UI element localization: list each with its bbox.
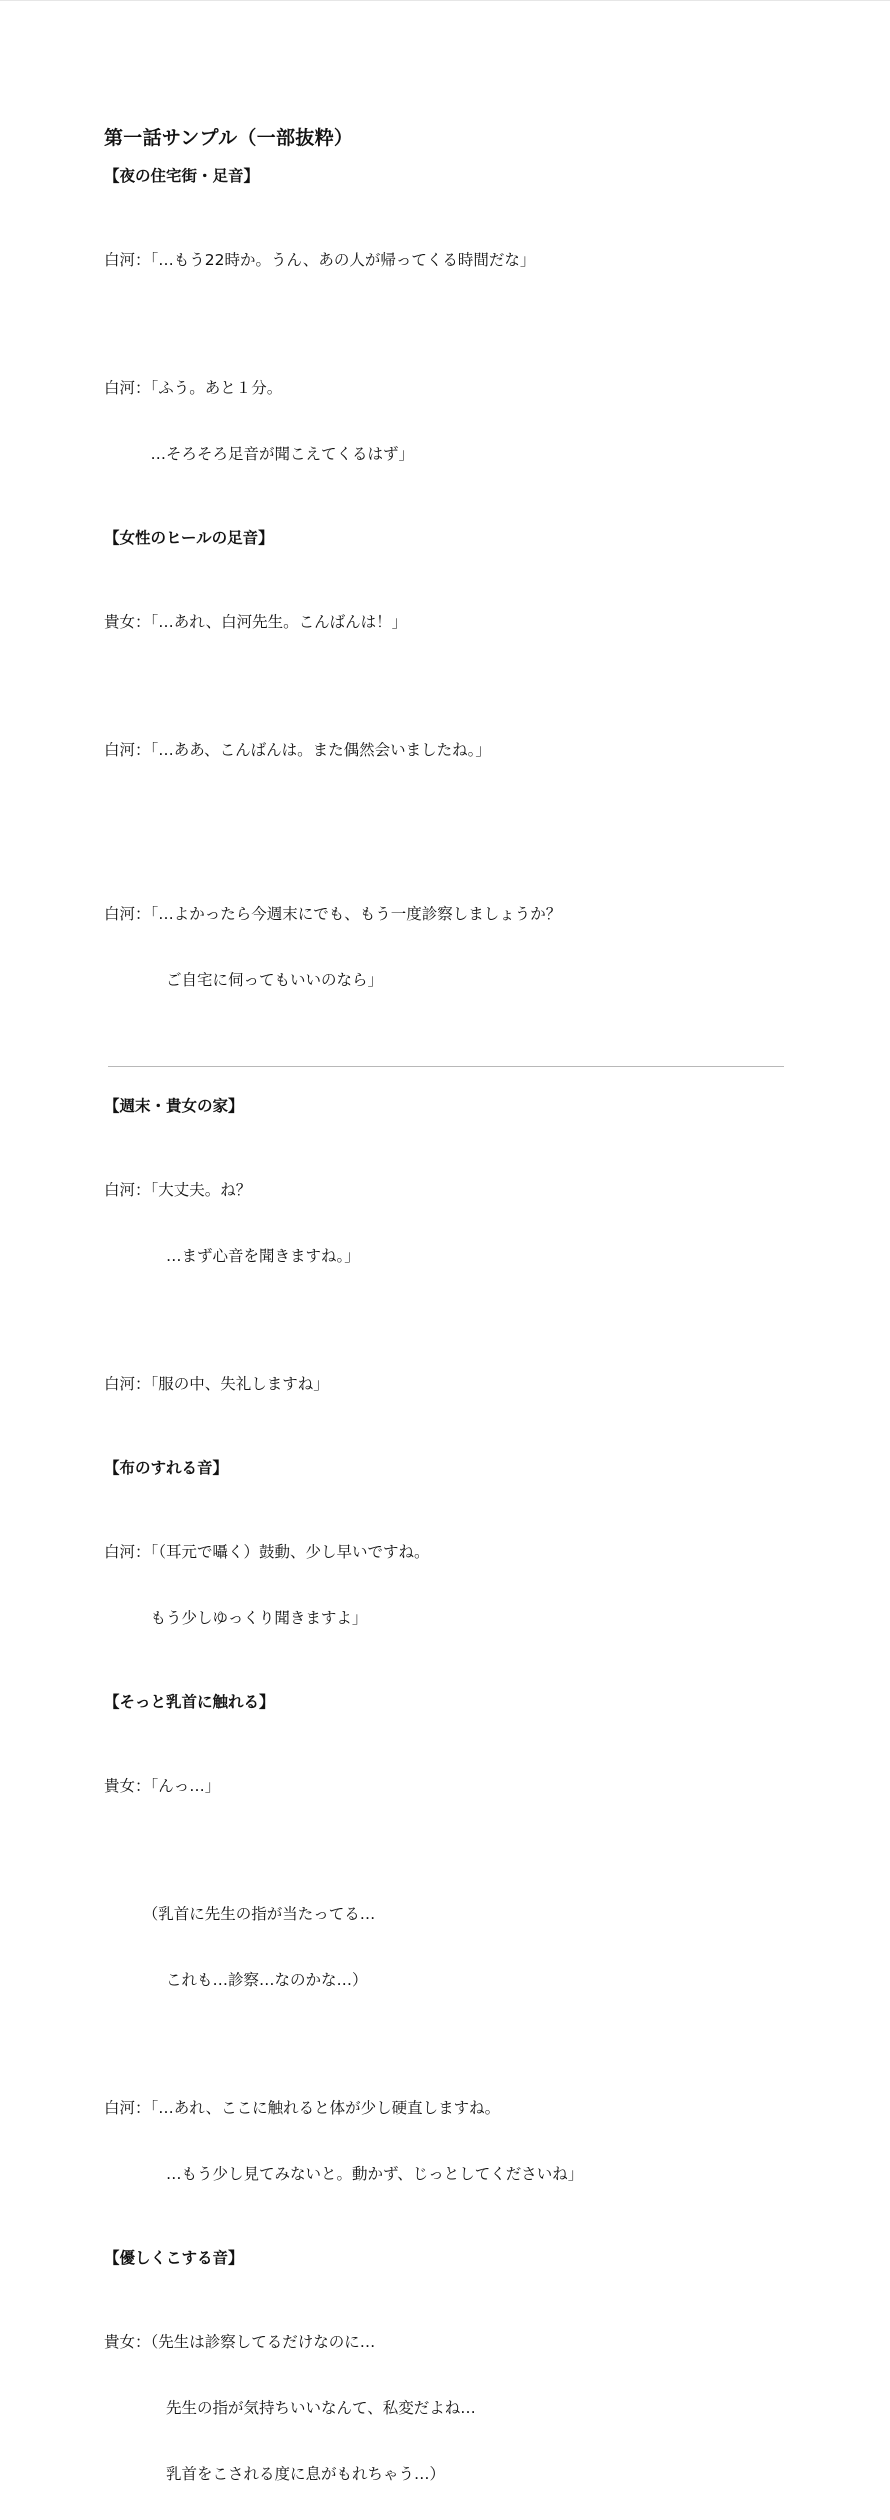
dialogue-line [104,333,794,509]
dialogue-line [104,695,794,805]
dialogue-text: 白河：「…もう22時か。うん、あの人が帰ってくる時間だな」 [104,251,536,269]
blank-space [104,823,794,859]
dialogue-line [104,1497,794,1673]
dialogue-text: 貴女：「…あれ、白河先生。こんばんは！」 [104,613,408,631]
inner-monologue [104,1859,794,2035]
monologue-text: 先生の指が気持ちいいなんて、私変だよね… [104,2399,476,2417]
scene-heading: 【週末・貴女の家】 [104,1097,244,1115]
monologue-text: これも…診察…なのかな…） [104,1971,368,1989]
sound-cue: 【優しくこする音】 [104,2249,244,2267]
dialogue-line [104,205,794,315]
document-title: 第一話サンプル（一部抜粋） [104,127,354,149]
section-divider [108,1066,784,1067]
dialogue-line [104,2053,794,2229]
dialogue-text: 白河：「ふう。あと１分。 [104,379,283,397]
dialogue-text: 白河：「…ああ、こんばんは。また偶然会いましたね。」 [104,741,491,759]
action-cue: 【そっと乳首に触れる】 [104,1693,275,1711]
dialogue-text: 白河：「（耳元で囁く）鼓動、少し早いですね。 [104,1543,430,1561]
dialogue-line [104,1135,794,1311]
dialogue-line [104,1731,794,1841]
dialogue-line [104,567,794,677]
dialogue-text: もう少しゆっくり聞きますよ」 [104,1609,368,1627]
top-border [0,0,890,1]
dialogue-text: 白河：「…あれ、ここに触れると体が少し硬直しますね。 [104,2099,501,2117]
dialogue-text: …そろそろ足音が聞こえてくるはず」 [104,445,415,463]
dialogue-line [104,859,794,1035]
document-page [104,125,794,2520]
dialogue-text: 白河：「服の中、失礼しますね」 [104,1375,329,1393]
inner-monologue [104,2287,794,2520]
dialogue-text: …もう少し見てみないと。動かず、じっとしてくださいね」 [104,2165,584,2183]
scene-heading: 【夜の住宅街・足音】 [104,167,260,185]
dialogue-line [104,1329,794,1439]
dialogue-text: …まず心音を聞きますね。」 [104,1247,360,1265]
dialogue-text: 貴女：「んっ…」 [104,1777,221,1795]
sound-cue: 【布のすれる音】 [104,1459,229,1477]
monologue-text: 貴女：（先生は診察してるだけなのに… [104,2333,376,2351]
dialogue-text: 白河：「…よかったら今週末にでも、もう一度診察しましょうか？ [104,905,562,923]
monologue-text: 乳首をこされる度に息がもれちゃう…） [104,2465,446,2483]
dialogue-text: ご自宅に伺ってもいいのなら」 [104,971,384,989]
dialogue-text: 白河：「大丈夫。ね？ [104,1181,252,1199]
monologue-text: （乳首に先生の指が当たってる… [104,1905,376,1923]
sound-cue: 【女性のヒールの足音】 [104,529,274,547]
